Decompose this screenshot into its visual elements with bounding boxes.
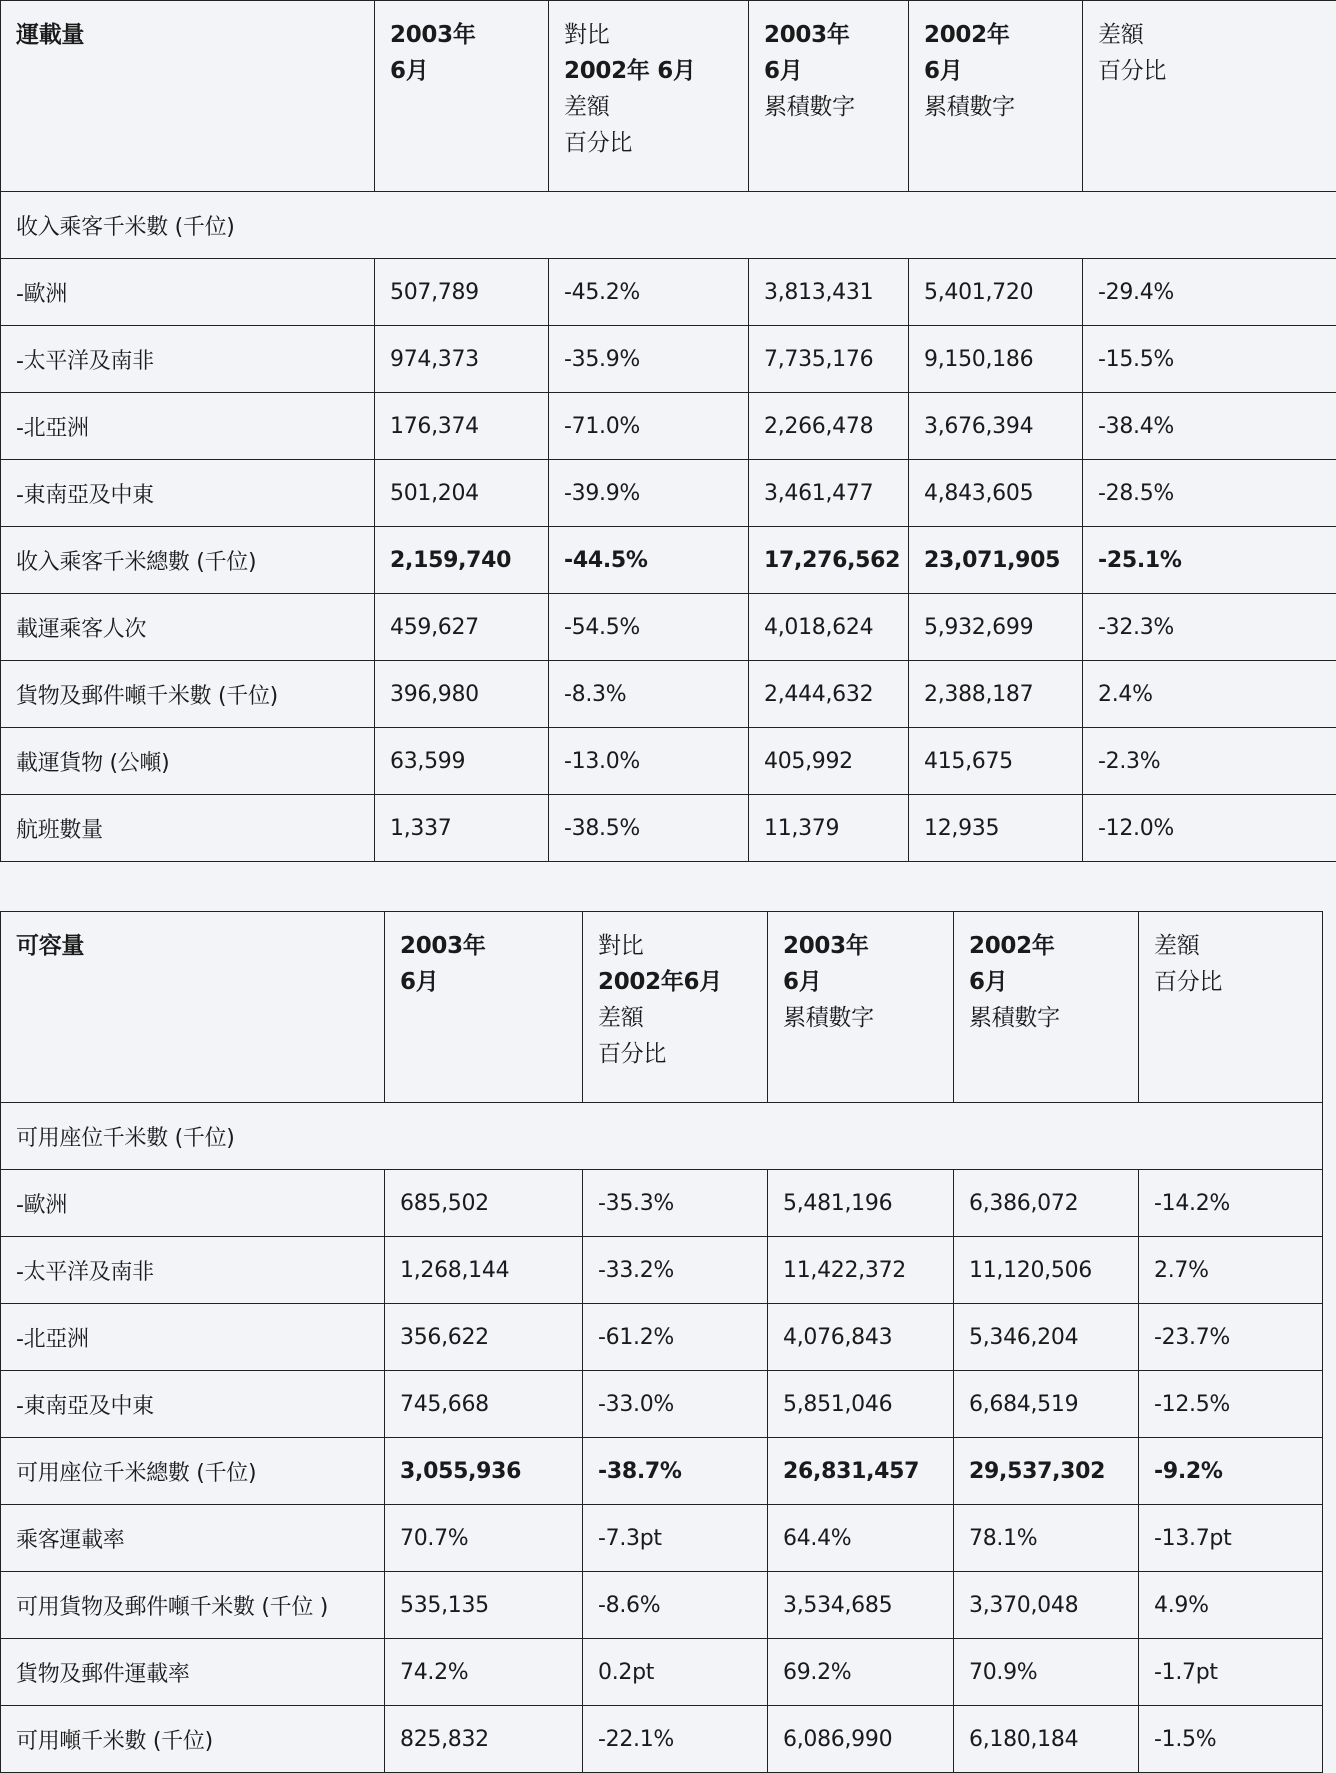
row-label: 收入乘客千米總數 (千位) bbox=[1, 527, 375, 594]
header-cell bbox=[749, 1, 909, 192]
table-cell: 70.9% bbox=[954, 1639, 1139, 1706]
table-cell: -15.5% bbox=[1083, 326, 1336, 393]
table-cell: 535,135 bbox=[385, 1572, 583, 1639]
table-cell: 685,502 bbox=[385, 1170, 583, 1237]
table-cell: 11,422,372 bbox=[768, 1237, 954, 1304]
table-row bbox=[1, 393, 1336, 460]
table-cell: 2,388,187 bbox=[909, 661, 1083, 728]
table-cell: 2.7% bbox=[1139, 1237, 1323, 1304]
table-cell: -8.6% bbox=[583, 1572, 768, 1639]
table-cell: -22.1% bbox=[583, 1706, 768, 1773]
table-cell: -33.2% bbox=[583, 1237, 768, 1304]
header-cell bbox=[1, 1, 375, 192]
table-cell: 5,851,046 bbox=[768, 1371, 954, 1438]
table-cell: 396,980 bbox=[375, 661, 549, 728]
section-label: 收入乘客千米數 (千位) bbox=[1, 192, 1336, 259]
row-label: -北亞洲 bbox=[1, 1304, 385, 1371]
header-line: 2002年 6月 bbox=[564, 53, 733, 89]
table-cell: -44.5% bbox=[549, 527, 749, 594]
table-cell: -28.5% bbox=[1083, 460, 1336, 527]
table-cell: 64.4% bbox=[768, 1505, 954, 1572]
table-cell: 6,086,990 bbox=[768, 1706, 954, 1773]
header-cell bbox=[1139, 912, 1323, 1103]
table-cell: 3,813,431 bbox=[749, 259, 909, 326]
table-cell: -38.5% bbox=[549, 795, 749, 862]
table-cell: 3,055,936 bbox=[385, 1438, 583, 1505]
header-line: 2003年 bbox=[764, 17, 893, 53]
table-cell: 745,668 bbox=[385, 1371, 583, 1438]
header-cell bbox=[375, 1, 549, 192]
table-cell: -54.5% bbox=[549, 594, 749, 661]
header-cell bbox=[954, 912, 1139, 1103]
table-cell: 2,266,478 bbox=[749, 393, 909, 460]
table-cell: -12.0% bbox=[1083, 795, 1336, 862]
row-label: 貨物及郵件噸千米數 (千位) bbox=[1, 661, 375, 728]
table-cell: 405,992 bbox=[749, 728, 909, 795]
table-cell: 5,932,699 bbox=[909, 594, 1083, 661]
header-cell bbox=[385, 912, 583, 1103]
table-cell: 4,018,624 bbox=[749, 594, 909, 661]
header-cell bbox=[1, 912, 385, 1103]
header-line: 累積數字 bbox=[764, 89, 893, 125]
table-cell: -13.7pt bbox=[1139, 1505, 1323, 1572]
table-cell: 2.4% bbox=[1083, 661, 1336, 728]
header-line: 6月 bbox=[783, 964, 938, 1000]
table-row bbox=[1, 1706, 1323, 1773]
row-label: 可用噸千米數 (千位) bbox=[1, 1706, 385, 1773]
table-cell: 459,627 bbox=[375, 594, 549, 661]
row-label: 載運貨物 (公噸) bbox=[1, 728, 375, 795]
table-cell: 7,735,176 bbox=[749, 326, 909, 393]
table-cell: 9,150,186 bbox=[909, 326, 1083, 393]
table-cell: 12,935 bbox=[909, 795, 1083, 862]
table-cell: 4,076,843 bbox=[768, 1304, 954, 1371]
table-cell: -23.7% bbox=[1139, 1304, 1323, 1371]
table-cell: 507,789 bbox=[375, 259, 549, 326]
table-cell: 26,831,457 bbox=[768, 1438, 954, 1505]
section-row bbox=[1, 1103, 1323, 1170]
table-row bbox=[1, 1438, 1323, 1505]
table-cell: 501,204 bbox=[375, 460, 549, 527]
row-label: 載運乘客人次 bbox=[1, 594, 375, 661]
table-cell: 2,444,632 bbox=[749, 661, 909, 728]
header-line: 累積數字 bbox=[924, 89, 1067, 125]
table-cell: -8.3% bbox=[549, 661, 749, 728]
table-cell: 63,599 bbox=[375, 728, 549, 795]
table-cell: 11,379 bbox=[749, 795, 909, 862]
table-cell: 5,346,204 bbox=[954, 1304, 1139, 1371]
traffic-table bbox=[0, 0, 1336, 862]
header-line: 對比 bbox=[598, 928, 752, 964]
table-row bbox=[1, 1505, 1323, 1572]
table-row bbox=[1, 728, 1336, 795]
header-row bbox=[1, 1, 1336, 192]
table-cell: 3,370,048 bbox=[954, 1572, 1139, 1639]
row-label: -歐洲 bbox=[1, 259, 375, 326]
table-cell: 176,374 bbox=[375, 393, 549, 460]
row-label: -東南亞及中東 bbox=[1, 1371, 385, 1438]
table-cell: -35.3% bbox=[583, 1170, 768, 1237]
section-row bbox=[1, 192, 1336, 259]
table-cell: -29.4% bbox=[1083, 259, 1336, 326]
table-cell: 825,832 bbox=[385, 1706, 583, 1773]
capacity-table bbox=[0, 911, 1323, 1773]
table-cell: 3,534,685 bbox=[768, 1572, 954, 1639]
table-cell: 74.2% bbox=[385, 1639, 583, 1706]
row-label: 可用貨物及郵件噸千米數 (千位 ) bbox=[1, 1572, 385, 1639]
table-cell: 4,843,605 bbox=[909, 460, 1083, 527]
header-cell bbox=[909, 1, 1083, 192]
header-line: 差額 bbox=[1154, 928, 1307, 964]
table-cell: -45.2% bbox=[549, 259, 749, 326]
table-cell: -7.3pt bbox=[583, 1505, 768, 1572]
row-label: -歐洲 bbox=[1, 1170, 385, 1237]
table-row bbox=[1, 326, 1336, 393]
table-row bbox=[1, 594, 1336, 661]
table-row bbox=[1, 661, 1336, 728]
header-line: 百分比 bbox=[598, 1036, 752, 1072]
table-cell: 1,268,144 bbox=[385, 1237, 583, 1304]
table-cell: -35.9% bbox=[549, 326, 749, 393]
row-label: 乘客運載率 bbox=[1, 1505, 385, 1572]
table-cell: -25.1% bbox=[1083, 527, 1336, 594]
table-cell: -1.7pt bbox=[1139, 1639, 1323, 1706]
row-label: 可用座位千米總數 (千位) bbox=[1, 1438, 385, 1505]
header-line: 6月 bbox=[390, 53, 533, 89]
table-row bbox=[1, 527, 1336, 594]
row-label: -太平洋及南非 bbox=[1, 1237, 385, 1304]
table-cell: 2,159,740 bbox=[375, 527, 549, 594]
header-cell bbox=[549, 1, 749, 192]
header-line: 差額 bbox=[1098, 17, 1321, 53]
header-line: 累積數字 bbox=[969, 1000, 1123, 1036]
header-cell bbox=[768, 912, 954, 1103]
table-cell: 78.1% bbox=[954, 1505, 1139, 1572]
table-cell: -71.0% bbox=[549, 393, 749, 460]
header-line: 2003年 bbox=[783, 928, 938, 964]
table-cell: 69.2% bbox=[768, 1639, 954, 1706]
table-row bbox=[1, 1304, 1323, 1371]
table-cell: 415,675 bbox=[909, 728, 1083, 795]
row-label: 航班數量 bbox=[1, 795, 375, 862]
table-cell: 5,401,720 bbox=[909, 259, 1083, 326]
table-row bbox=[1, 1237, 1323, 1304]
header-line: 6月 bbox=[924, 53, 1067, 89]
table-cell: 17,276,562 bbox=[749, 527, 909, 594]
table-cell: 0.2pt bbox=[583, 1639, 768, 1706]
header-line: 差額 bbox=[598, 1000, 752, 1036]
table-cell: 974,373 bbox=[375, 326, 549, 393]
table-row bbox=[1, 259, 1336, 326]
table-cell: -9.2% bbox=[1139, 1438, 1323, 1505]
header-line: 百分比 bbox=[1098, 53, 1321, 89]
table-cell: 5,481,196 bbox=[768, 1170, 954, 1237]
table-cell: 3,676,394 bbox=[909, 393, 1083, 460]
table-cell: 6,684,519 bbox=[954, 1371, 1139, 1438]
table-cell: -2.3% bbox=[1083, 728, 1336, 795]
row-label: -太平洋及南非 bbox=[1, 326, 375, 393]
table-cell: 6,180,184 bbox=[954, 1706, 1139, 1773]
table-cell: 6,386,072 bbox=[954, 1170, 1139, 1237]
header-row bbox=[1, 912, 1323, 1103]
table-cell: 3,461,477 bbox=[749, 460, 909, 527]
table-row bbox=[1, 1170, 1323, 1237]
table-cell: 23,071,905 bbox=[909, 527, 1083, 594]
table-cell: 1,337 bbox=[375, 795, 549, 862]
header-line: 累積數字 bbox=[783, 1000, 938, 1036]
header-line: 6月 bbox=[764, 53, 893, 89]
header-line: 百分比 bbox=[1154, 964, 1307, 1000]
table-row bbox=[1, 795, 1336, 862]
row-label: -東南亞及中東 bbox=[1, 460, 375, 527]
header-line: 2002年6月 bbox=[598, 964, 752, 1000]
table-cell: -38.4% bbox=[1083, 393, 1336, 460]
header-line: 2002年 bbox=[969, 928, 1123, 964]
table-cell: -39.9% bbox=[549, 460, 749, 527]
table-cell: -61.2% bbox=[583, 1304, 768, 1371]
header-line: 差額 bbox=[564, 89, 733, 125]
table-row bbox=[1, 1371, 1323, 1438]
table-cell: -38.7% bbox=[583, 1438, 768, 1505]
header-cell bbox=[583, 912, 768, 1103]
header-line: 6月 bbox=[969, 964, 1123, 1000]
table-cell: -33.0% bbox=[583, 1371, 768, 1438]
row-label: -北亞洲 bbox=[1, 393, 375, 460]
header-line: 可容量 bbox=[16, 928, 369, 964]
table-cell: -12.5% bbox=[1139, 1371, 1323, 1438]
header-line: 2002年 bbox=[924, 17, 1067, 53]
table-cell: 4.9% bbox=[1139, 1572, 1323, 1639]
table-cell: 11,120,506 bbox=[954, 1237, 1139, 1304]
header-line: 2003年 bbox=[390, 17, 533, 53]
header-line: 6月 bbox=[400, 964, 567, 1000]
section-label: 可用座位千米數 (千位) bbox=[1, 1103, 1323, 1170]
header-line: 對比 bbox=[564, 17, 733, 53]
table-cell: 356,622 bbox=[385, 1304, 583, 1371]
header-cell bbox=[1083, 1, 1336, 192]
table-cell: -14.2% bbox=[1139, 1170, 1323, 1237]
table-cell: -13.0% bbox=[549, 728, 749, 795]
table-cell: 70.7% bbox=[385, 1505, 583, 1572]
table-cell: -1.5% bbox=[1139, 1706, 1323, 1773]
table-cell: 29,537,302 bbox=[954, 1438, 1139, 1505]
header-line: 百分比 bbox=[564, 125, 733, 161]
table-row bbox=[1, 1572, 1323, 1639]
table-row bbox=[1, 1639, 1323, 1706]
header-line: 運載量 bbox=[16, 17, 359, 53]
header-line: 2003年 bbox=[400, 928, 567, 964]
row-label: 貨物及郵件運載率 bbox=[1, 1639, 385, 1706]
table-row bbox=[1, 460, 1336, 527]
table-cell: -32.3% bbox=[1083, 594, 1336, 661]
